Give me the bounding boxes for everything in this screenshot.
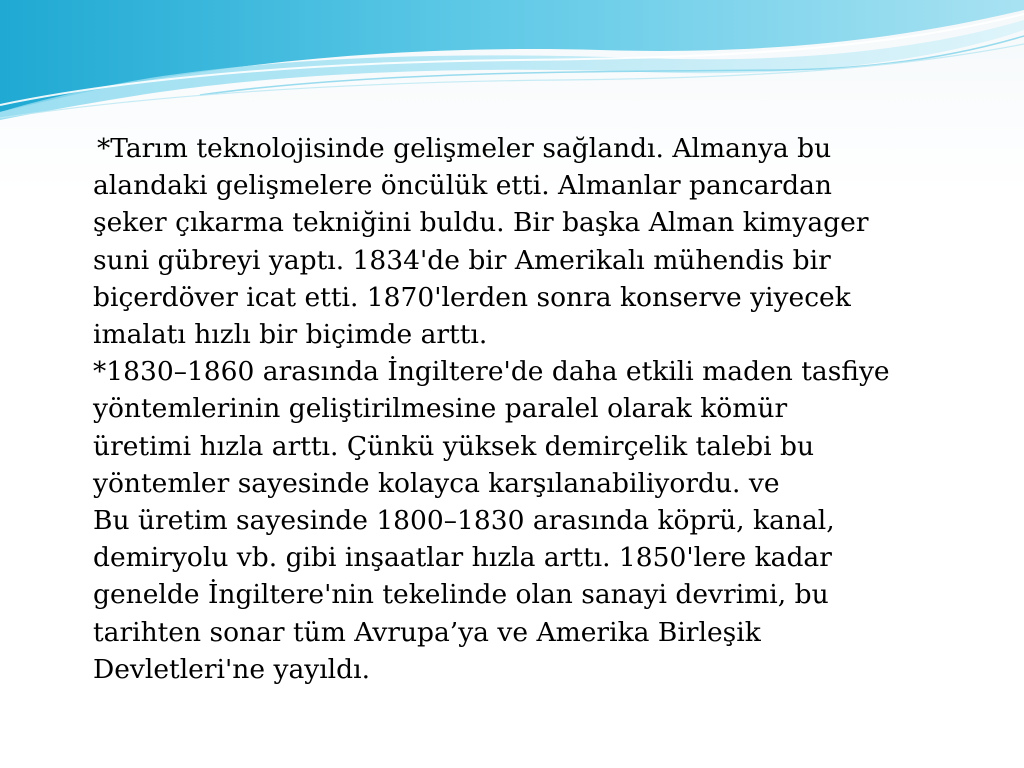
paragraph-infrastructure: Bu üretim sayesinde 1800–1830 arasında köprü, kanal, demiryolu vb. gibi inşaatlar hızla arttı. 1850'lere kadar genelde İngiltere'nin tekelinde olan sanayi devrimi, bu tarihten sonar tüm Avrupa’ya ve Amerika Birleşik Devletleri'ne yayıldı. [93, 505, 835, 685]
slide-body-text [93, 130, 953, 688]
header-wave-decoration [0, 0, 1024, 120]
paragraph-mining: *1830–1860 arasında İngiltere'de daha etkili maden tasfiye yöntemlerinin geliştirilmesine paralel olarak kömür üretimi hızla arttı. Çünkü yüksek demirçelik talebi bu yöntemler sayesinde kolayca karşılanabiliyordu. ve [93, 356, 890, 499]
paragraph-agriculture: *Tarım teknolojisinde gelişmeler sağlandı. Almanya bu alandaki gelişmelere öncülük etti. Almanlar pancardan şeker çıkarma tekniğini buldu. Bir başka Alman kimyager suni gübreyi yaptı. 1834'de bir Amerikalı mühendis bir biçerdöver icat etti. 1870'lerden sonra konserve yiyecek imalatı hızlı bir biçimde arttı. [93, 133, 869, 351]
